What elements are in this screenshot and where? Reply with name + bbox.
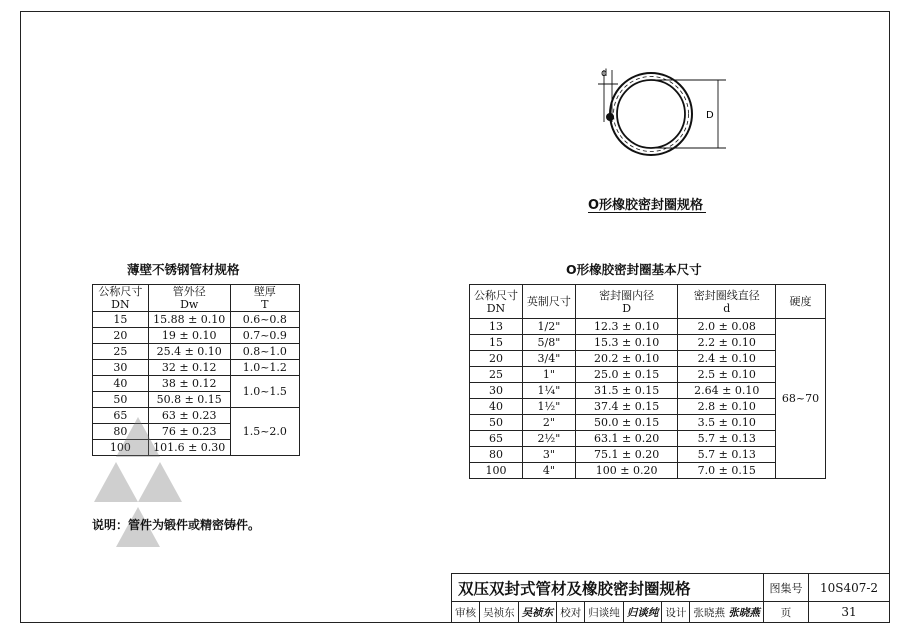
drawing-title: 双压双封式管材及橡胶密封圈规格: [452, 574, 764, 602]
o-ring-inner-circle: [617, 80, 685, 148]
table-row: 15 5/8" 15.3 ± 0.10 2.2 ± 0.10: [470, 335, 826, 351]
table-row: 80 3" 75.1 ± 0.20 5.7 ± 0.13: [470, 447, 826, 463]
title-block-top-row: [452, 574, 890, 602]
table-row: 40 1½" 37.4 ± 0.15 2.8 ± 0.10: [470, 399, 826, 415]
table-row: 50 50.8 ± 0.15: [93, 392, 300, 408]
right-table-title: O形橡胶密封圈基本尺寸: [566, 262, 702, 277]
table-row: 100 101.6 ± 0.30: [93, 440, 300, 456]
designer-name: 张晓燕: [693, 606, 726, 619]
designer-signature: 张晓燕: [728, 606, 760, 619]
title-block-sign-row: [452, 602, 890, 623]
header-dn: 公称尺寸 DN: [470, 285, 523, 319]
header-t: 壁厚 T: [230, 285, 299, 312]
o-ring-section-dot: [606, 113, 614, 121]
check-label: 校对: [557, 602, 585, 623]
table-row: 30 1¼" 31.5 ± 0.15 2.64 ± 0.10: [470, 383, 826, 399]
checker-signature: 归谈纯: [623, 602, 662, 623]
o-ring-diagram: [588, 62, 728, 170]
table-row: 30 32 ± 0.12 1.0~1.2: [93, 360, 300, 376]
table-header-row: [470, 285, 826, 319]
table-row: 65 63 ± 0.23 1.5~2.0: [93, 408, 300, 424]
note-text: 说明：管件为锻件或精密铸件。: [92, 518, 261, 532]
header-inch: 英制尺寸: [522, 285, 575, 319]
title-block: [451, 573, 890, 623]
table-row: 20 3/4" 20.2 ± 0.10 2.4 ± 0.10: [470, 351, 826, 367]
atlas-number: 10S407-2: [809, 574, 890, 602]
table-row: 65 2½" 63.1 ± 0.20 5.7 ± 0.13: [470, 431, 826, 447]
table-row: 40 38 ± 0.12 1.0~1.5: [93, 376, 300, 392]
page-label: 页: [764, 602, 809, 623]
table-row: 50 2" 50.0 ± 0.15 3.5 ± 0.10: [470, 415, 826, 431]
table-row: 13 1/2" 12.3 ± 0.10 2.0 ± 0.08 68~70: [470, 319, 826, 335]
diagram-caption: O形橡胶密封圈规格: [588, 198, 704, 213]
left-table-title: 薄壁不锈钢管材规格: [127, 262, 240, 277]
diagram-caption-underline: [588, 212, 706, 213]
reviewer-signature: 吴祯东: [518, 602, 557, 623]
table-row: 80 76 ± 0.23: [93, 424, 300, 440]
checker-name: 归谈纯: [585, 602, 624, 623]
table-row: 25 25.4 ± 0.10 0.8~1.0: [93, 344, 300, 360]
table-row: 15 15.88 ± 0.10 0.6~0.8: [93, 312, 300, 328]
reviewer-name: 吴祯东: [480, 602, 519, 623]
o-ring-outer-circle: [610, 73, 692, 155]
table-row: 20 19 ± 0.10 0.7~0.9: [93, 328, 300, 344]
table-header-row: [93, 285, 300, 312]
designer-name-and-signature: [690, 602, 764, 623]
header-wire-d: 密封圈线直径 d: [678, 285, 776, 319]
header-dn: 公称尺寸 DN: [93, 285, 149, 312]
header-dw: 管外径 Dw: [148, 285, 230, 312]
page-number: 31: [809, 602, 890, 623]
table-row: 100 4" 100 ± 0.20 7.0 ± 0.15: [470, 463, 826, 479]
table-row: 25 1" 25.0 ± 0.15 2.5 ± 0.10: [470, 367, 826, 383]
atlas-label: 图集号: [764, 574, 809, 602]
oring-spec-table: [469, 284, 826, 479]
review-label: 审核: [452, 602, 480, 623]
design-label: 设计: [662, 602, 690, 623]
header-hardness: 硬度: [776, 285, 826, 319]
header-inner-d: 密封圈内径 D: [575, 285, 678, 319]
o-ring-centerline: [614, 77, 689, 152]
D-label: D: [706, 110, 714, 121]
d-label: d: [601, 68, 608, 79]
hardness-cell: 68~70: [776, 319, 826, 479]
